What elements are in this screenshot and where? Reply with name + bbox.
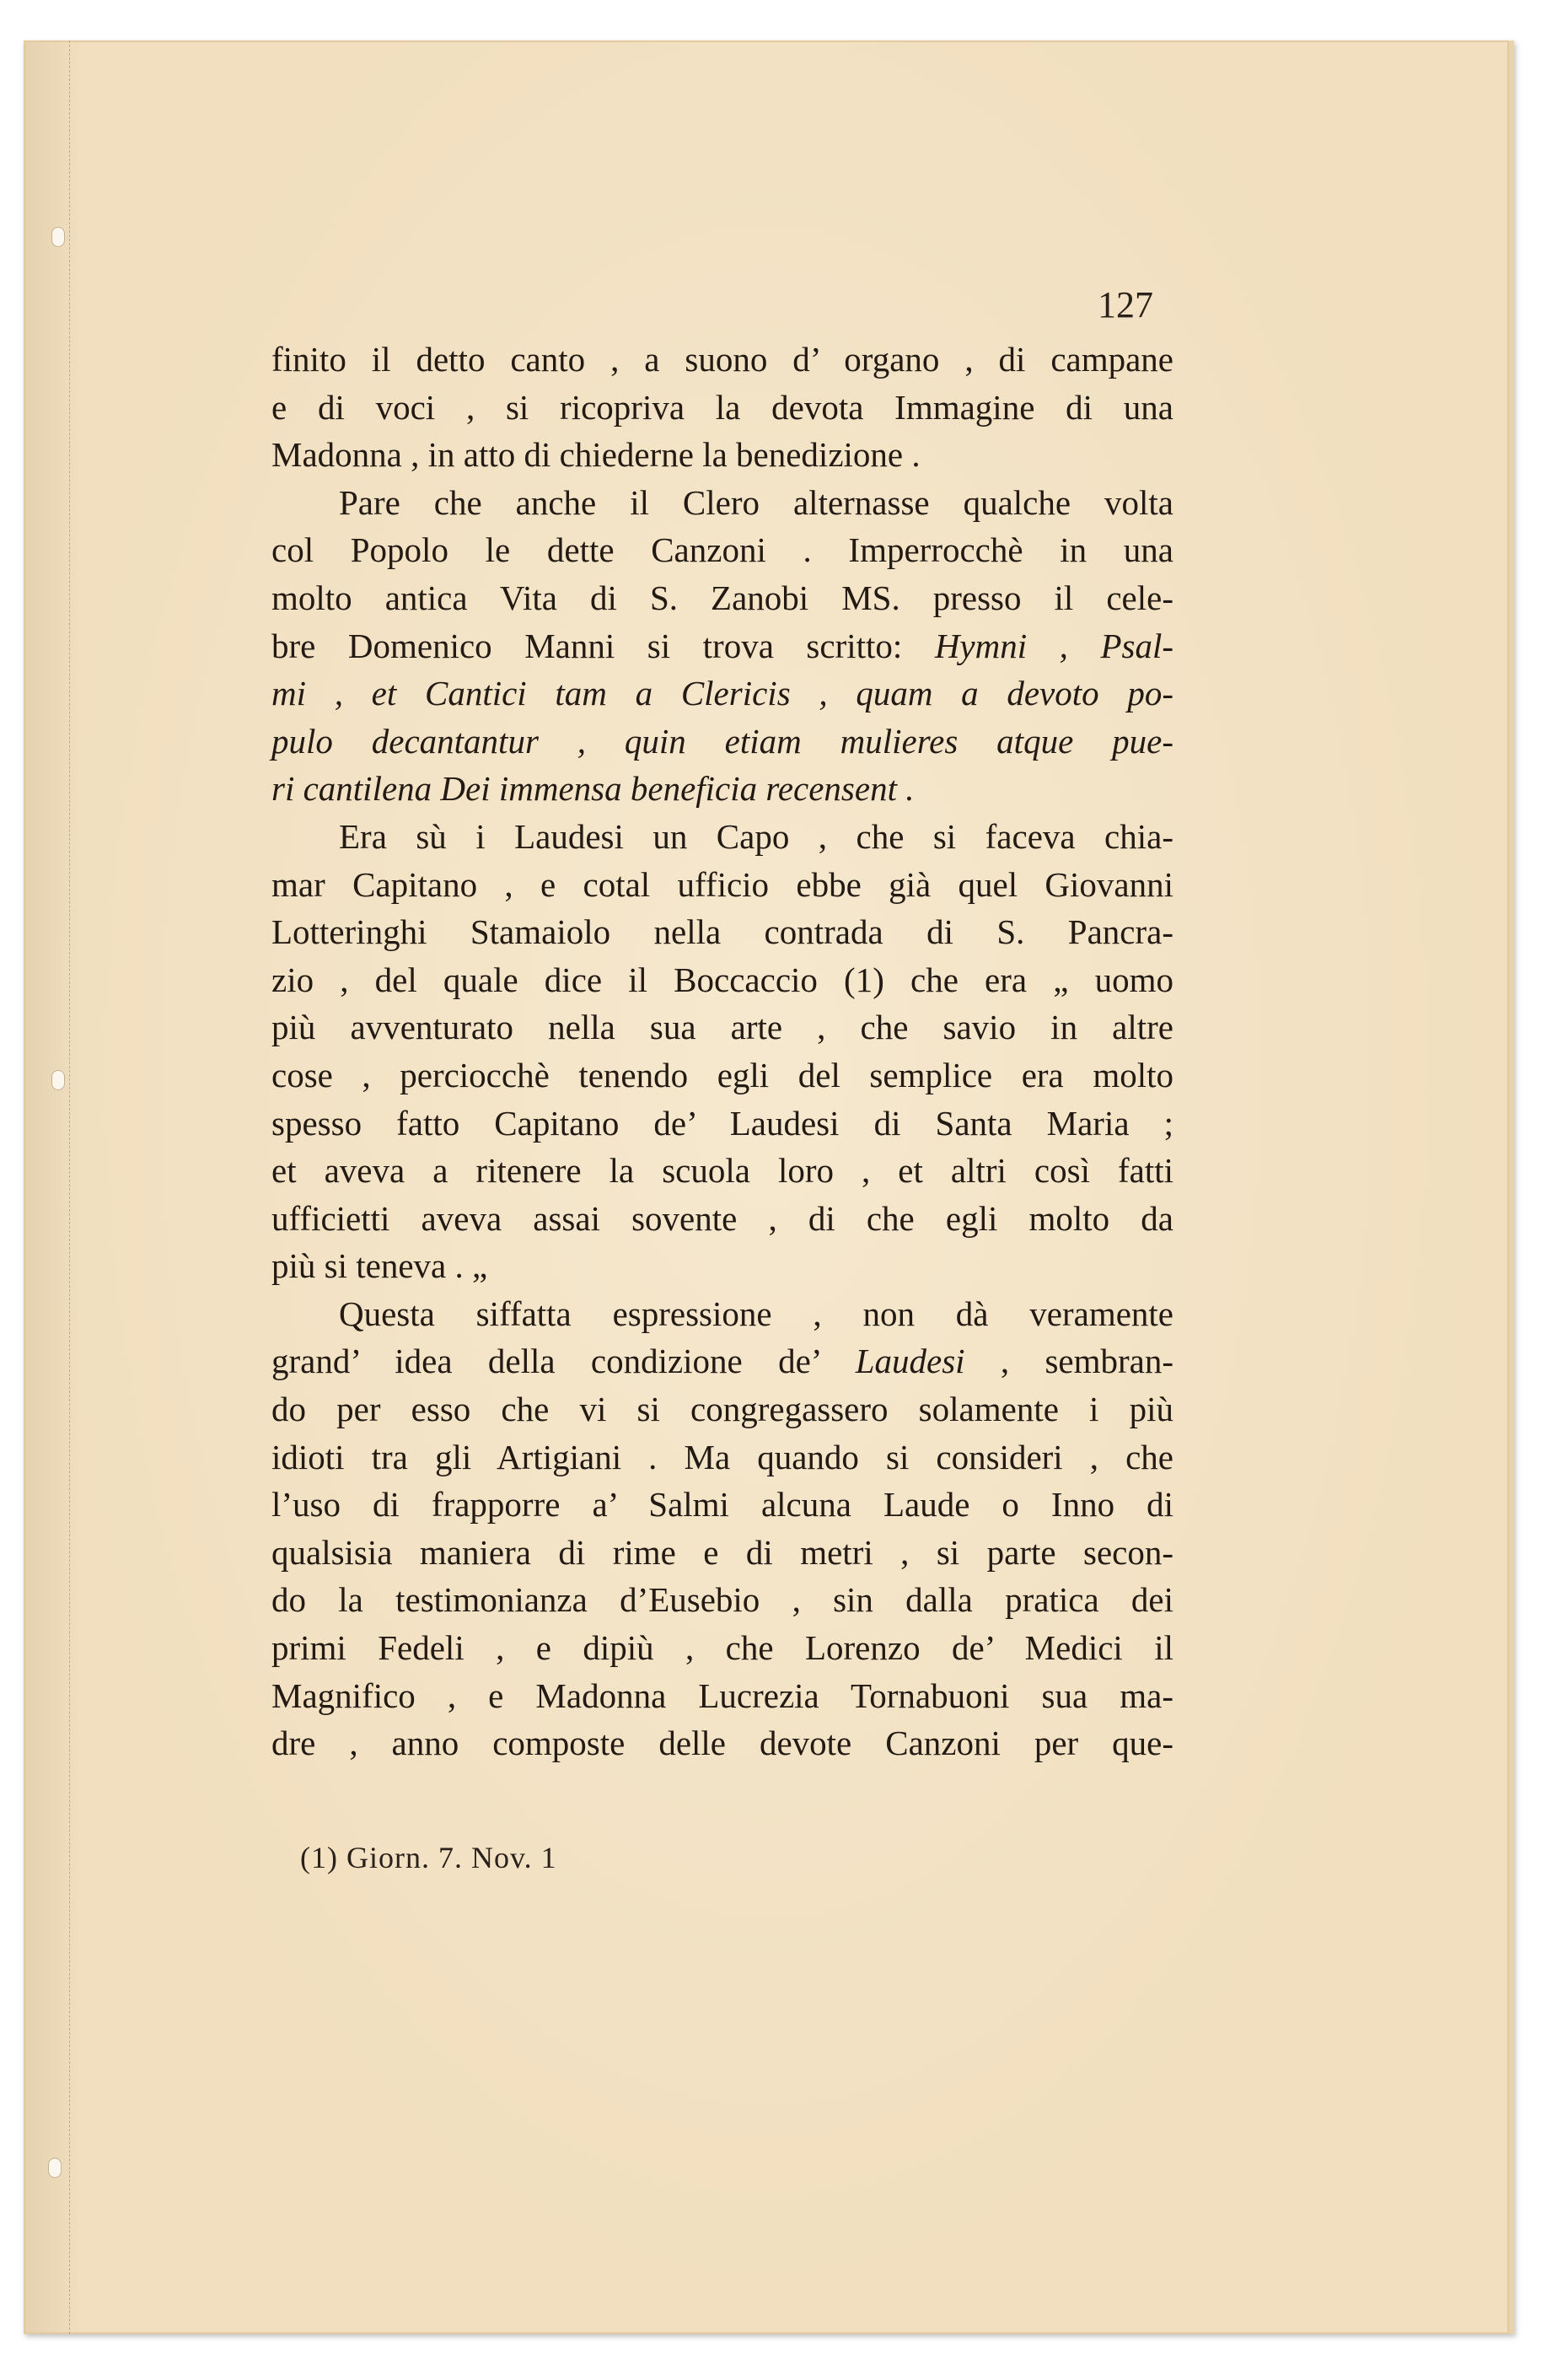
binding-hole (49, 2159, 61, 2177)
page-number: 127 (1098, 284, 1153, 325)
text-segment: grand’ idea della condizione de’ (271, 1342, 856, 1381)
text-line: idioti tra gli Artigiani . Ma quando si consideri , che (271, 1437, 1173, 1476)
text-line: primi Fedeli , e dipiù , che Lorenzo de’ Medici il (271, 1628, 1173, 1668)
text-line: do per esso che vi si congregassero solamente i più (271, 1390, 1173, 1429)
text-line (271, 622, 1173, 670)
text-line: dre , anno composte delle devote Canzoni per que- (271, 1724, 1173, 1763)
text-line: più si teneva . „ (271, 1246, 488, 1286)
text-line (271, 1337, 1173, 1385)
text-line: cose , perciocchè tenendo egli del semplice era molto (271, 1055, 1173, 1094)
latin-quote-line: pulo decantantur , quin etiam mulieres atque pue- (271, 721, 1173, 761)
text-segment: , sembran- (964, 1342, 1173, 1381)
footnote: (1) Giorn. 7. Nov. 1 (300, 1841, 557, 1874)
text-line: do la testimonianza d’Eusebio , sin dalla pratica dei (271, 1580, 1173, 1620)
text-line: Era sù i Laudesi un Capo , che si faceva chia- (339, 816, 1173, 856)
latin-quote: Hymni , Psal- (934, 626, 1173, 665)
text-line: e di voci , si ricopriva la devota Immagine di una (271, 387, 1173, 427)
italic-term: Laudesi (855, 1342, 965, 1381)
text-line: zio , del quale dice il Boccaccio (1) che era „ uomo (271, 960, 1173, 999)
text-line: molto antica Vita di S. Zanobi MS. presso il cele- (271, 578, 1173, 617)
latin-quote-line: mi , et Cantici tam a Clericis , quam a devoto po- (271, 674, 1173, 713)
latin-quote-line: ri cantilena Dei immensa beneficia recensent . (271, 769, 915, 809)
text-segment: bre Domenico Manni si trova scritto: (271, 626, 935, 665)
text-line: et aveva a ritenere la scuola loro , et altri così fatti (271, 1151, 1173, 1191)
text-line: Lotteringhi Stamaiolo nella contrada di S. Pancra- (271, 912, 1173, 952)
text-line: ufficietti aveva assai sovente , di che egli molto da (271, 1198, 1173, 1238)
text-line: finito il detto canto , a suono d’ organo , di campane (271, 340, 1173, 379)
body-text (271, 336, 1173, 1767)
text-line: l’uso di frapporre a’ Salmi alcuna Laude o Inno di (271, 1485, 1173, 1525)
text-line: mar Capitano , e cotal ufficio ebbe già quel Giovanni (271, 864, 1173, 904)
text-line: Pare che anche il Clero alternasse qualche volta (339, 482, 1173, 522)
text-line: qualsisia maniera di rime e di metri , si parte secon- (271, 1532, 1173, 1572)
text-line: Questa siffatta espressione , non dà veramente (339, 1293, 1173, 1333)
binding-hole (52, 1071, 64, 1089)
binding-hole (52, 228, 64, 246)
text-line: più avventurato nella sua arte , che savio in altre (271, 1008, 1173, 1047)
text-line: col Popolo le dette Canzoni . Imperrocchè in una (271, 530, 1173, 570)
text-line: Magnifico , e Madonna Lucrezia Tornabuoni sua ma- (271, 1675, 1173, 1715)
text-line: spesso fatto Capitano de’ Laudesi di Santa Maria ; (271, 1103, 1173, 1143)
text-line: Madonna , in atto di chiederne la benedizione . (271, 435, 921, 475)
